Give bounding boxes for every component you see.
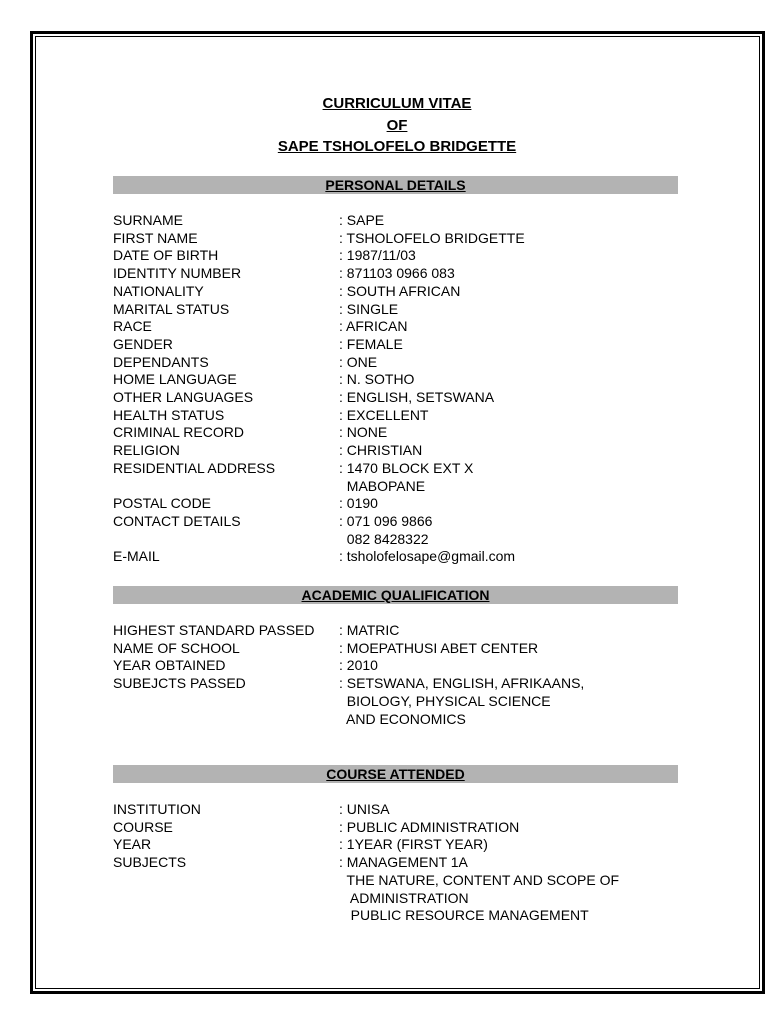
detail-value: MABOPANE	[339, 477, 426, 494]
detail-row	[113, 622, 584, 640]
detail-value: : tsholofelosape@gmail.com	[339, 548, 516, 565]
academic-details-list	[113, 622, 584, 728]
detail-label: YEAR	[113, 836, 152, 853]
detail-row	[113, 890, 619, 908]
section-header-course	[113, 765, 678, 783]
detail-row	[113, 442, 525, 460]
detail-row	[113, 478, 525, 496]
detail-row	[113, 247, 525, 265]
detail-value: PUBLIC RESOURCE MANAGEMENT	[339, 907, 589, 924]
detail-value: : 071 096 9866	[339, 512, 433, 529]
detail-label: RESIDENTIAL ADDRESS	[113, 459, 276, 476]
detail-label: COURSE	[113, 818, 173, 835]
detail-value: : SAPE	[339, 212, 385, 228]
section-title: ACADEMIC QUALIFICATION	[301, 587, 490, 603]
detail-row	[113, 230, 525, 248]
detail-label: SURNAME	[113, 212, 184, 228]
detail-value: : TSHOLOFELO BRIDGETTE	[339, 229, 525, 246]
detail-label: INSTITUTION	[113, 801, 201, 817]
detail-value: BIOLOGY, PHYSICAL SCIENCE	[339, 692, 551, 709]
detail-label: SUBEJCTS PASSED	[113, 675, 246, 692]
detail-row	[113, 907, 619, 925]
detail-value: : SETSWANA, ENGLISH, AFRIKAANS,	[339, 675, 585, 692]
detail-label: NATIONALITY	[113, 282, 204, 299]
detail-row	[113, 531, 525, 549]
detail-label: OTHER LANGUAGES	[113, 389, 254, 406]
detail-row	[113, 711, 584, 729]
document-title: CURRICULUM VITAE	[322, 95, 472, 112]
detail-row	[113, 640, 584, 658]
detail-label: MARITAL STATUS	[113, 300, 230, 317]
detail-value: : MANAGEMENT 1A	[339, 854, 468, 871]
detail-label	[113, 872, 339, 890]
detail-label	[113, 711, 339, 729]
detail-value: : 0190	[339, 495, 378, 512]
detail-value: : 871103 0966 083	[339, 265, 455, 282]
detail-label	[113, 890, 339, 908]
detail-label: IDENTITY NUMBER	[113, 265, 242, 282]
section-header-personal	[113, 176, 678, 194]
detail-value: : 1YEAR (FIRST YEAR)	[339, 836, 488, 853]
detail-value: : MOEPATHUSI ABET CENTER	[339, 639, 539, 656]
detail-value: : AFRICAN	[339, 318, 408, 335]
section-title: PERSONAL DETAILS	[325, 177, 466, 193]
candidate-name: SAPE TSHOLOFELO BRIDGETTE	[277, 138, 517, 155]
detail-value: : PUBLIC ADMINISTRATION	[339, 818, 520, 835]
detail-row	[113, 354, 525, 372]
detail-value: : ENGLISH, SETSWANA	[339, 389, 495, 406]
detail-value: 082 8428322	[339, 530, 429, 547]
detail-value: : SOUTH AFRICAN	[339, 282, 461, 299]
detail-value: : 1470 BLOCK EXT X	[339, 459, 474, 476]
detail-row	[113, 371, 525, 389]
detail-value: : N. SOTHO	[339, 371, 415, 388]
detail-label: DATE OF BIRTH	[113, 247, 219, 264]
detail-row	[113, 836, 619, 854]
detail-row	[113, 265, 525, 283]
detail-row	[113, 801, 619, 819]
detail-row	[113, 495, 525, 513]
detail-row	[113, 212, 525, 230]
section-title: COURSE ATTENDED	[326, 766, 465, 782]
detail-value: : NONE	[339, 424, 388, 441]
detail-value: : SINGLE	[339, 300, 399, 317]
detail-label	[113, 531, 339, 549]
detail-row	[113, 336, 525, 354]
detail-label	[113, 907, 339, 925]
detail-value: THE NATURE, CONTENT AND SCOPE OF	[339, 871, 620, 888]
detail-label: GENDER	[113, 335, 173, 352]
detail-label: HEALTH STATUS	[113, 406, 225, 423]
detail-row	[113, 693, 584, 711]
personal-details-list	[113, 212, 525, 566]
detail-row	[113, 407, 525, 425]
detail-row	[113, 819, 619, 837]
detail-label: HIGHEST STANDARD PASSED	[113, 622, 315, 638]
detail-label: HOME LANGUAGE	[113, 371, 237, 388]
detail-value: : CHRISTIAN	[339, 442, 423, 459]
detail-row	[113, 389, 525, 407]
detail-value: : UNISA	[339, 801, 390, 817]
detail-value: : 1987/11/03	[339, 247, 416, 264]
detail-label: CRIMINAL RECORD	[113, 424, 244, 441]
detail-value: : 2010	[339, 657, 378, 674]
detail-row	[113, 548, 525, 566]
detail-row	[113, 460, 525, 478]
detail-label: POSTAL CODE	[113, 495, 212, 512]
detail-value: : FEMALE	[339, 335, 403, 352]
detail-value: : MATRIC	[339, 622, 400, 638]
detail-row	[113, 301, 525, 319]
detail-value: : EXCELLENT	[339, 406, 429, 423]
detail-label: RACE	[113, 318, 152, 335]
detail-row	[113, 424, 525, 442]
detail-row	[113, 872, 619, 890]
section-header-academic	[113, 586, 678, 604]
detail-value: : ONE	[339, 353, 378, 370]
detail-row	[113, 318, 525, 336]
detail-label: E-MAIL	[113, 548, 160, 565]
detail-row	[113, 513, 525, 531]
detail-label: NAME OF SCHOOL	[113, 639, 240, 656]
detail-row	[113, 854, 619, 872]
course-details-list	[113, 801, 619, 925]
detail-label: RELIGION	[113, 442, 180, 459]
detail-label: CONTACT DETAILS	[113, 512, 241, 529]
detail-label	[113, 693, 339, 711]
detail-row	[113, 657, 584, 675]
detail-label: YEAR OBTAINED	[113, 657, 226, 674]
document-title-of: OF	[386, 117, 408, 134]
detail-label	[113, 478, 339, 496]
detail-label: SUBJECTS	[113, 854, 187, 871]
detail-label: FIRST NAME	[113, 229, 198, 246]
detail-value: AND ECONOMICS	[339, 710, 466, 727]
detail-row	[113, 283, 525, 301]
detail-value: ADMINISTRATION	[339, 889, 469, 906]
detail-row	[113, 675, 584, 693]
detail-label: DEPENDANTS	[113, 353, 209, 370]
